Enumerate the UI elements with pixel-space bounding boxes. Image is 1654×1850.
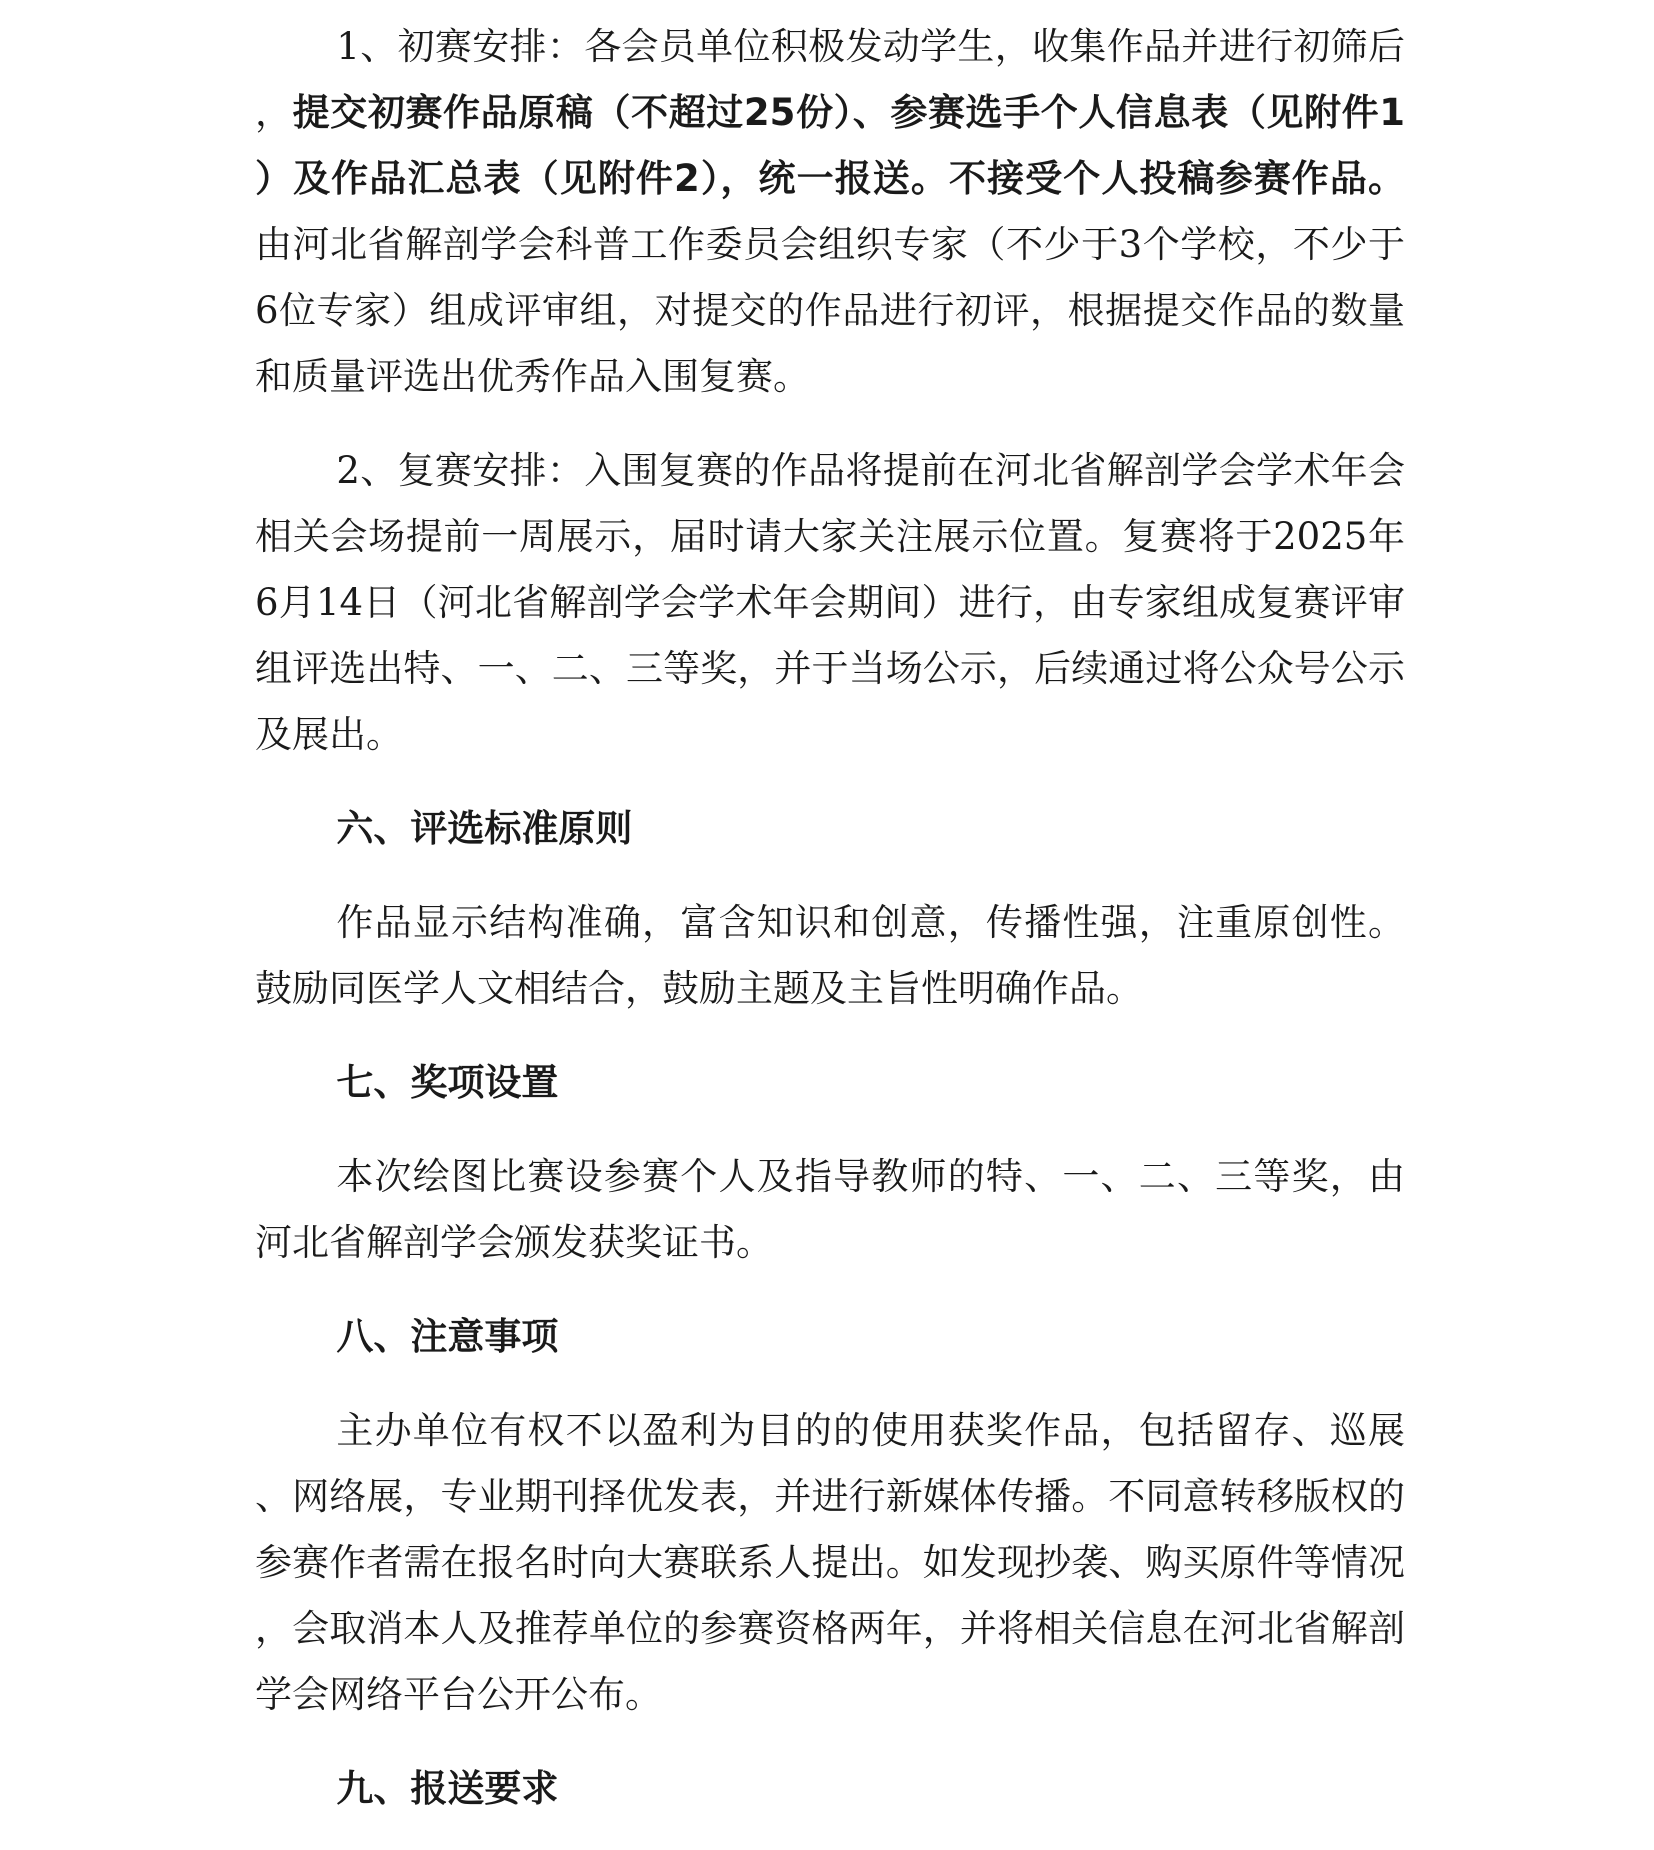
section-9-title: 九、报送要求 — [336, 1767, 559, 1810]
preliminary-text-bold: 提交初赛作品原稿（不超过25份）、参赛选手个人信息表（见附件1）及作品汇总表（见附件2），统一报送。不接受个人投稿参赛作品。 — [255, 91, 1405, 200]
paragraph-preliminary-round — [255, 14, 1405, 410]
document-page — [255, 14, 1405, 1850]
section-8-body: 主办单位有权不以盈利为目的的使用获奖作品，包括留存、巡展、网络展，专业期刊择优发表，并进行新媒体传播。不同意转移版权的参赛作者需在报名时向大赛联系人提出。如发现抄袭、购买原件等情况，会取消本人及推荐单位的参赛资格两年，并将相关信息在河北省解剖学会网络平台公开公布。 — [255, 1409, 1405, 1716]
section-7-body: 本次绘图比赛设参赛个人及指导教师的特、一、二、三等奖，由河北省解剖学会颁发获奖证书。 — [255, 1155, 1405, 1264]
section-6-body: 作品显示结构准确，富含知识和创意，传播性强，注重原创性。鼓励同医学人文相结合，鼓励主题及主旨性明确作品。 — [255, 901, 1405, 1010]
preliminary-text-1: 1、初赛安排：各会员单位积极发动学生，收集作品并进行初筛后， — [255, 25, 1405, 134]
preliminary-text-3: 由河北省解剖学会科普工作委员会组织专家（不少于3个学校，不少于6位专家）组成评审组，对提交的作品进行初评，根据提交作品的数量和质量评选出优秀作品入围复赛。 — [255, 223, 1405, 398]
section-7-title: 七、奖项设置 — [336, 1061, 559, 1104]
section-8-title: 八、注意事项 — [336, 1315, 559, 1358]
section-6-title: 六、评选标准原则 — [336, 807, 633, 850]
paragraph-second-round: 2、复赛安排：入围复赛的作品将提前在河北省解剖学会学术年会相关会场提前一周展示，届时请大家关注展示位置。复赛将于2025年6月14日（河北省解剖学会学术年会期间）进行，由专家组成复赛评审组评选出特、一、二、三等奖，并于当场公示，后续通过将公众号公示及展出。 — [255, 449, 1405, 756]
